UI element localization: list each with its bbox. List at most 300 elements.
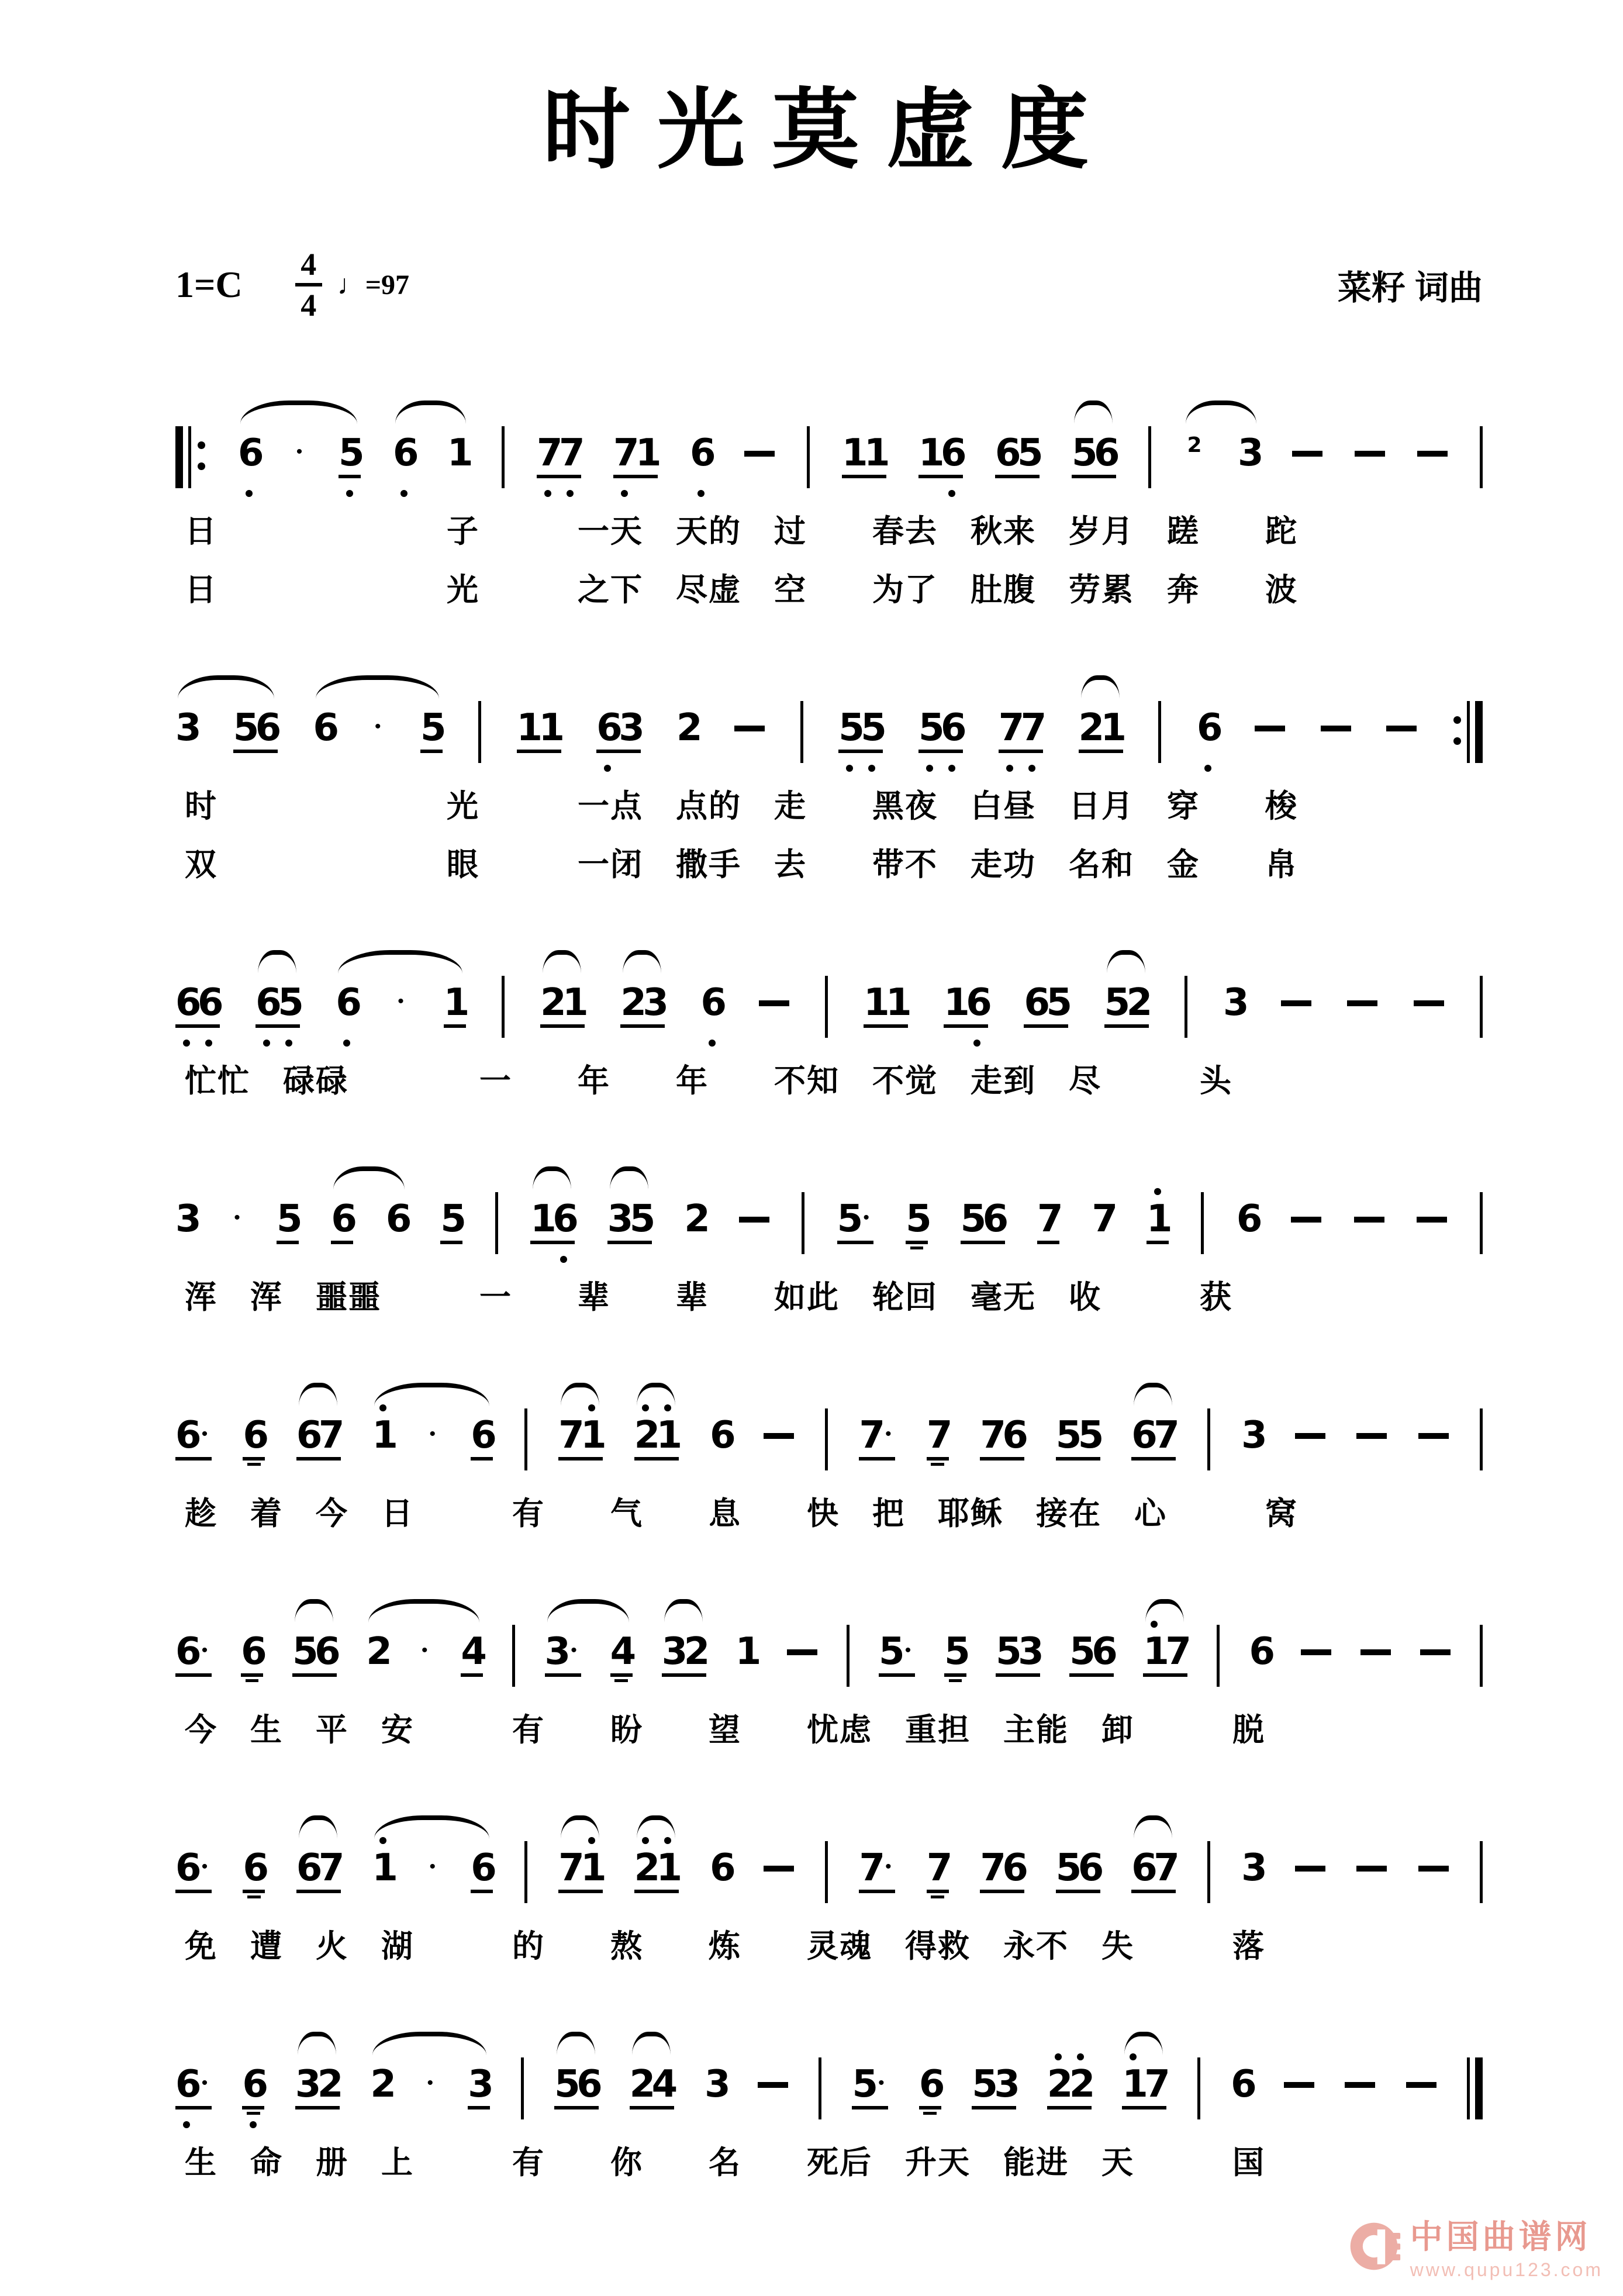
dash-bar xyxy=(1347,1000,1377,1006)
dot-cell xyxy=(366,1684,388,1700)
note-digits xyxy=(1143,1630,1192,1673)
lyrics-line: 生 命 册 上 有 你 名 死后 升天 能进 天 国 xyxy=(185,2145,1265,2180)
underlines xyxy=(944,1023,988,1035)
dash-bar xyxy=(759,1000,789,1006)
dot-cell xyxy=(426,1901,440,1916)
note-digits xyxy=(918,2063,945,2106)
note-digit: 7 xyxy=(1154,1846,1180,1890)
note-digit: 6 xyxy=(1131,1846,1158,1890)
note-token xyxy=(1055,1400,1104,1483)
dot-cell xyxy=(879,1684,901,1700)
underlines xyxy=(1056,1888,1100,1901)
underline xyxy=(944,1673,966,1677)
dash-rest xyxy=(759,968,789,1048)
note-digit: 6 xyxy=(296,1846,323,1890)
dot-cell xyxy=(996,1684,1018,1700)
dot-cell xyxy=(238,486,260,501)
underlines xyxy=(175,1672,212,1684)
note-digits xyxy=(370,2063,396,2106)
underlines xyxy=(386,1239,408,1252)
underline xyxy=(859,1457,895,1461)
dash-bar xyxy=(1255,726,1285,731)
note-token xyxy=(960,1184,1009,1267)
lyrics-line: 今 生 平 安 有 盼 望 忧虑 重担 主能 卸 脱 xyxy=(185,1712,1265,1748)
dash-rest xyxy=(1291,1184,1321,1265)
dash-rest xyxy=(1321,693,1351,774)
notes-row xyxy=(175,935,1483,1051)
note-digit: 6 xyxy=(243,1414,269,1457)
dot-cell xyxy=(537,486,559,501)
underlines xyxy=(517,748,561,761)
barline-single xyxy=(1201,1192,1204,1254)
augmentation-dot: • xyxy=(571,1641,577,1660)
note-digit: 2 xyxy=(540,981,567,1024)
dash-rest xyxy=(1420,1617,1451,1697)
dash-bar xyxy=(1281,1000,1311,1006)
underline xyxy=(175,1890,212,1893)
underlines xyxy=(238,473,260,486)
underlines xyxy=(230,1239,244,1252)
underlines xyxy=(1197,748,1219,761)
note-digit: 5 xyxy=(852,2063,878,2106)
bar-line xyxy=(802,1192,804,1254)
underlines xyxy=(241,1672,263,1684)
bar-line-thick xyxy=(1475,701,1483,763)
note-digits xyxy=(735,1630,762,1673)
note-digit: 6 xyxy=(255,706,282,750)
underlines xyxy=(1241,1455,1263,1468)
note-digits xyxy=(238,431,264,475)
note-digit: 6 xyxy=(175,1630,202,1673)
dot-cell xyxy=(417,1684,431,1700)
time-signature-bar xyxy=(295,283,322,286)
note-digit: 5 xyxy=(1104,981,1131,1024)
note-token xyxy=(1131,1400,1180,1483)
bar-line xyxy=(1467,701,1470,763)
note-token xyxy=(366,1617,392,1700)
dot-cell xyxy=(241,1684,263,1700)
underline xyxy=(277,1241,299,1244)
underlines xyxy=(906,1239,928,1252)
dot-cell xyxy=(198,2117,212,2132)
dot-cell xyxy=(1241,1901,1263,1916)
note-token xyxy=(980,1400,1028,1483)
note-token xyxy=(426,1833,440,1916)
dash-bar xyxy=(1355,451,1385,457)
dot-cell xyxy=(710,1468,732,1483)
note-digits xyxy=(1131,1846,1180,1890)
dash-bar xyxy=(1292,451,1322,457)
lyrics-line: 日 光 之下 尽虚 空 为了 肚腹 劳累 奔 波 xyxy=(185,572,1298,607)
dot-cell xyxy=(559,486,581,501)
underlines xyxy=(339,473,361,486)
note-digits xyxy=(1236,1197,1263,1241)
note-digits xyxy=(1072,431,1120,475)
octave-dots-below xyxy=(1131,1901,1176,1916)
note-digit: 7 xyxy=(1154,1414,1180,1457)
note-digit: 6 xyxy=(576,2063,603,2106)
note-digit: 7 xyxy=(558,1414,585,1457)
dot-cell xyxy=(662,1684,684,1700)
note-digits xyxy=(944,981,992,1024)
note-digit: 4 xyxy=(651,2063,678,2106)
note-digits xyxy=(995,431,1044,475)
underline xyxy=(440,1241,462,1244)
dash-rest xyxy=(787,1617,817,1697)
octave-dots-below xyxy=(710,1468,732,1483)
note-digit: 6 xyxy=(1249,1630,1276,1673)
note-token xyxy=(426,1400,440,1483)
underlines xyxy=(1092,1239,1114,1252)
underlines xyxy=(530,1239,575,1252)
note-token xyxy=(440,1184,467,1267)
qupu-logo-icon xyxy=(1346,2218,1402,2274)
note-token xyxy=(684,1184,710,1267)
dash-bar xyxy=(1295,1433,1325,1439)
underline xyxy=(662,1673,706,1677)
note-digit: 5 xyxy=(440,1197,467,1241)
note-digit: 7 xyxy=(1165,1630,1192,1673)
note-digits xyxy=(690,431,716,475)
notation-systems xyxy=(175,385,1483,2191)
note-digits xyxy=(980,1846,1028,1890)
octave-dots-below xyxy=(684,1252,706,1267)
bar-line xyxy=(502,976,505,1038)
dot-cell xyxy=(1002,1901,1024,1916)
dot-cell xyxy=(468,2117,490,2132)
note-digits xyxy=(837,1199,873,1239)
note-digit: 6 xyxy=(1231,2063,1257,2106)
dash-bar xyxy=(1345,2082,1375,2088)
octave-dots-below xyxy=(372,1901,394,1916)
dot-cell xyxy=(1046,1035,1068,1051)
bar-line xyxy=(847,1625,850,1687)
dot-cell xyxy=(861,761,883,776)
note-token xyxy=(607,1184,656,1267)
dash-rest xyxy=(1406,2049,1436,2130)
watermark-site-url: www.qupu123.com xyxy=(1410,2259,1603,2280)
augmentation-dot: • xyxy=(885,1424,892,1444)
octave-dots-below xyxy=(255,1035,300,1051)
grace-note xyxy=(1183,418,1206,501)
barline-single xyxy=(1148,426,1151,488)
bar-line xyxy=(524,1841,527,1903)
octave-dots-below xyxy=(927,1901,949,1916)
note-digits xyxy=(1092,1197,1118,1241)
dot-cell xyxy=(230,1252,244,1267)
dot-cell xyxy=(1147,1252,1169,1267)
bar-line xyxy=(1480,976,1483,1038)
barline-single xyxy=(1185,976,1187,1038)
underlines xyxy=(277,1239,299,1252)
note-digits xyxy=(1223,981,1249,1024)
note-digit: 1 xyxy=(530,1197,557,1241)
note-digits xyxy=(417,1632,431,1672)
bar-line xyxy=(1158,701,1161,763)
note-digit: 1 xyxy=(864,981,890,1024)
bar-line xyxy=(1217,1625,1220,1687)
bar-line xyxy=(807,426,810,488)
slur-arc xyxy=(1134,1383,1172,1406)
octave-dots-below xyxy=(1237,1252,1259,1267)
underline xyxy=(255,1024,300,1028)
note-digit: 1 xyxy=(447,431,474,475)
octave-dots-below xyxy=(175,1252,198,1267)
underlines xyxy=(927,1888,949,1901)
bar-line xyxy=(1467,2057,1470,2119)
barline-repeat-end xyxy=(1452,701,1483,763)
note-digit: 2 xyxy=(1078,706,1105,750)
bar-line xyxy=(819,2057,821,2119)
dot-cell xyxy=(1183,486,1206,501)
high-octave-dot xyxy=(1154,1188,1161,1195)
dot-cell xyxy=(1017,486,1040,501)
octave-dots-below xyxy=(980,1901,1024,1916)
bar-line xyxy=(1201,1192,1204,1254)
underline xyxy=(175,1457,212,1461)
note-digit: 6 xyxy=(1078,1846,1104,1890)
note-digits xyxy=(558,1846,607,1890)
note-digits xyxy=(545,1632,581,1672)
octave-dots-below xyxy=(292,486,306,501)
underlines xyxy=(440,1239,462,1252)
note-digit: 6 xyxy=(690,431,716,475)
note-digit: 1 xyxy=(581,1414,607,1457)
dot-cell xyxy=(296,1468,319,1483)
slur-arc xyxy=(547,1599,629,1622)
octave-dots-below xyxy=(296,1468,341,1483)
note-token xyxy=(944,1617,971,1700)
note-digits xyxy=(426,1415,440,1455)
dot-cell xyxy=(634,1901,657,1916)
note-digit: 2 xyxy=(1187,433,1202,457)
underlines xyxy=(313,748,336,761)
underline xyxy=(1069,1673,1114,1677)
note-token xyxy=(233,693,282,776)
note-digit: 6 xyxy=(1002,1846,1028,1890)
note-digit: 6 xyxy=(296,1414,323,1457)
underline xyxy=(1147,1241,1169,1244)
watermark-site-name: 中国曲谱网 xyxy=(1410,2218,1591,2255)
dash-rest xyxy=(1301,1617,1331,1697)
note-digit: 1 xyxy=(372,1846,398,1890)
note-digits xyxy=(295,2063,344,2106)
octave-dots-below xyxy=(468,2117,490,2132)
note-token xyxy=(423,2049,437,2132)
underlines xyxy=(995,473,1040,486)
dash-rest xyxy=(1414,968,1444,1048)
note-digit: 6 xyxy=(393,431,419,475)
note-token xyxy=(859,1400,895,1483)
note-digit: 4 xyxy=(461,1630,487,1673)
underlines xyxy=(1024,1023,1068,1035)
note-digits xyxy=(926,1414,953,1457)
note-digits xyxy=(276,1197,303,1241)
note-digits xyxy=(1241,1846,1268,1890)
octave-dots-below xyxy=(426,1468,440,1483)
bar-line xyxy=(478,701,481,763)
dot-cell xyxy=(607,1252,630,1267)
dot-cell xyxy=(540,1035,562,1051)
underlines xyxy=(233,748,278,761)
octave-dots-below xyxy=(607,1252,652,1267)
lyrics-line: 时 光 一点 点的 走 黑夜 白昼 日月 穿 梭 xyxy=(185,789,1298,824)
dot-cell xyxy=(676,761,699,776)
low-octave-dot xyxy=(621,490,628,497)
note-token xyxy=(540,968,589,1051)
underlines xyxy=(1249,1672,1271,1684)
note-token xyxy=(1249,1617,1276,1700)
underlines xyxy=(630,2104,674,2117)
dash-rest xyxy=(1295,1833,1325,1914)
octave-dots-below xyxy=(393,486,415,501)
note-token xyxy=(1055,1833,1104,1916)
underline xyxy=(634,1890,679,1893)
octave-dots-below xyxy=(1241,1901,1263,1916)
octave-dots-below xyxy=(701,1035,723,1051)
note-digit: 1 xyxy=(636,431,662,475)
low-octave-dot xyxy=(246,490,253,497)
barline-single xyxy=(1197,2057,1200,2119)
dot-cell xyxy=(620,1035,643,1051)
dash-rest xyxy=(1292,418,1322,499)
dot-cell xyxy=(864,1035,886,1051)
dot-cell xyxy=(581,1901,603,1916)
note-digit: 5 xyxy=(278,981,304,1024)
note-digit: 2 xyxy=(676,706,703,750)
dot-cell xyxy=(643,1035,665,1051)
slur-arc xyxy=(543,950,581,973)
note-token xyxy=(238,418,264,501)
underlines xyxy=(980,1888,1024,1901)
dot-cell xyxy=(859,1252,873,1267)
bar-line xyxy=(521,2057,524,2119)
dash-bar xyxy=(1414,1000,1444,1006)
dash-rest xyxy=(1418,1833,1449,1914)
barline-single xyxy=(1480,1408,1483,1470)
note-digit: 7 xyxy=(558,1846,585,1890)
octave-dots-below xyxy=(386,1252,408,1267)
underline xyxy=(918,750,963,753)
page-title: 时光莫虚度 xyxy=(542,78,1116,181)
octave-dots-below xyxy=(471,1901,493,1916)
barline-single xyxy=(502,976,505,1038)
dot-cell xyxy=(539,761,561,776)
note-token xyxy=(735,1617,762,1700)
underline xyxy=(468,2106,490,2109)
barline-single xyxy=(1207,1408,1210,1470)
dot-cell xyxy=(972,2117,994,2132)
low-octave-dot xyxy=(250,2121,257,2128)
note-digits xyxy=(372,1846,398,1890)
note-digits xyxy=(175,2064,212,2104)
underlines xyxy=(558,1888,603,1901)
octave-dots-below xyxy=(175,1468,212,1483)
underline xyxy=(331,1241,353,1244)
slur-arc xyxy=(1134,1815,1172,1839)
octave-dots-below xyxy=(944,1035,988,1051)
octave-dots-below xyxy=(662,1684,706,1700)
augmentation-dot: • xyxy=(201,1641,208,1660)
low-octave-dot xyxy=(183,2121,190,2128)
augmentation-dot: • xyxy=(234,1208,240,1227)
octave-dots-below xyxy=(313,761,336,776)
note-token xyxy=(980,1833,1028,1916)
dot-cell xyxy=(1018,1684,1040,1700)
dot-cell xyxy=(1069,1684,1092,1700)
slur-arc xyxy=(1074,400,1113,424)
note-digit: 3 xyxy=(175,706,202,750)
underlines xyxy=(423,2104,437,2117)
dot-cell xyxy=(1078,1468,1100,1483)
underline xyxy=(444,1024,466,1028)
bar-line xyxy=(524,1408,527,1470)
system-2 xyxy=(175,660,1483,893)
underlines xyxy=(554,2104,599,2117)
dot-cell xyxy=(296,1901,319,1916)
octave-dots-below xyxy=(999,761,1043,776)
note-token xyxy=(296,1400,345,1483)
octave-dots-below xyxy=(634,1901,679,1916)
octave-dots-below xyxy=(537,486,581,501)
note-digit: 5 xyxy=(1046,981,1072,1024)
note-digits xyxy=(468,2063,494,2106)
note-token xyxy=(292,418,306,501)
note-digits xyxy=(634,1846,683,1890)
dash-bar xyxy=(1420,1649,1451,1655)
underlines xyxy=(996,1672,1040,1684)
lyrics-line: 忙忙 碌碌 一 年 年 不知 不觉 走到 尽 头 xyxy=(185,1064,1232,1099)
underlines xyxy=(1237,1239,1259,1252)
note-digit: 5 xyxy=(861,706,887,750)
dot-cell xyxy=(336,1035,358,1051)
underlines xyxy=(918,473,963,486)
dash-rest xyxy=(1360,1617,1391,1697)
slur-arc xyxy=(561,1815,599,1839)
octave-dots-below xyxy=(1223,1035,1245,1051)
note-digits xyxy=(443,981,470,1024)
note-digit: 2 xyxy=(634,1414,661,1457)
note-token xyxy=(516,693,565,776)
dash-rest xyxy=(1284,2049,1314,2130)
barline-single xyxy=(478,701,481,763)
note-digit: 5 xyxy=(1069,1630,1096,1673)
dot-cell xyxy=(684,1684,706,1700)
dot-cell xyxy=(613,486,636,501)
system-5 xyxy=(175,1368,1483,1542)
note-digits xyxy=(339,431,365,475)
note-token xyxy=(1072,418,1120,501)
slur-arc xyxy=(295,1599,333,1622)
dot-cell xyxy=(1143,1684,1165,1700)
slur-arc xyxy=(333,1166,405,1190)
barline-single xyxy=(819,2057,821,2119)
note-digits xyxy=(1197,706,1223,750)
bar-line xyxy=(1185,976,1187,1038)
octave-dots-below xyxy=(596,761,641,776)
underlines xyxy=(919,2104,941,2117)
underlines xyxy=(859,1888,895,1901)
dot-cell xyxy=(562,1035,585,1051)
note-digits xyxy=(705,2063,731,2106)
slur-arc xyxy=(561,1383,599,1406)
note-token xyxy=(242,2049,268,2132)
dot-cell xyxy=(370,2117,392,2132)
dot-cell xyxy=(1231,2117,1253,2132)
note-digits xyxy=(296,1846,345,1890)
dot-cell xyxy=(394,1035,408,1051)
note-digits xyxy=(296,1414,345,1457)
